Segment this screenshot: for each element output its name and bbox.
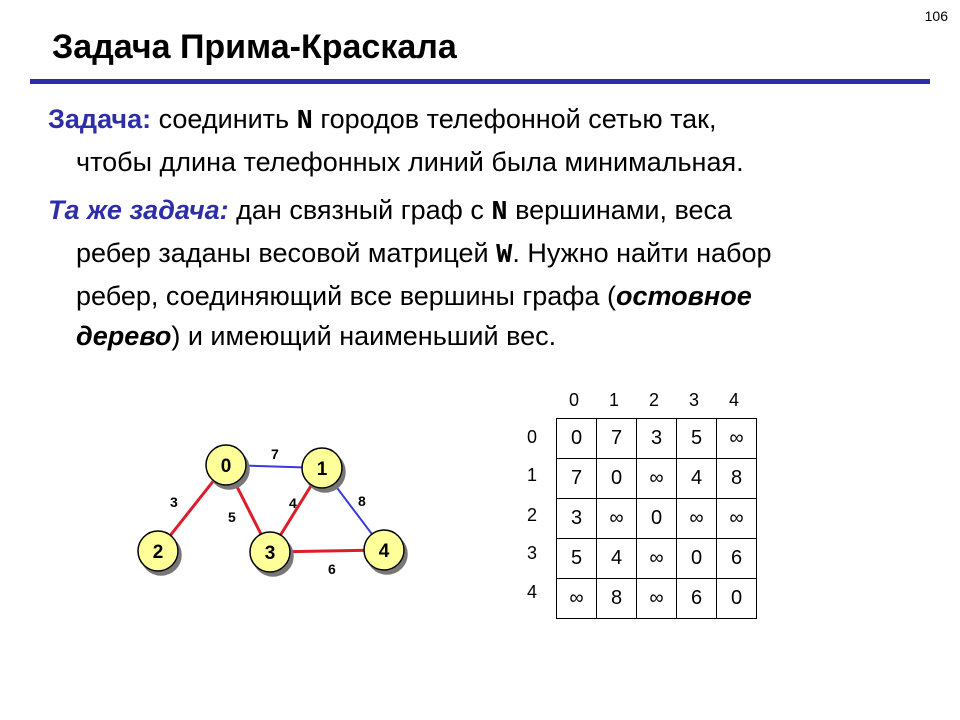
matrix-row-header: 0: [526, 427, 537, 447]
matrix-col-header: 0: [568, 390, 579, 410]
matrix-row: [557, 419, 757, 459]
matrix-cell: ∞: [597, 499, 637, 539]
matrix-cell: 4: [597, 539, 637, 579]
same-task-var-w: W: [496, 241, 513, 271]
matrix-row-header: 4: [526, 582, 537, 602]
page-number: 106: [924, 8, 948, 24]
matrix-cell: 6: [677, 579, 717, 619]
task-label: Задача:: [48, 104, 152, 134]
same-task-label: Та же задача:: [48, 195, 229, 225]
same-task-var-n: N: [491, 198, 508, 228]
edge-weight-0-2: 3: [170, 494, 178, 510]
matrix-cell: 0: [637, 499, 677, 539]
same-task-line-3a: ребер, соединяющий все вершины графа (: [76, 281, 616, 311]
matrix-row: [557, 459, 757, 499]
task-var-n: N: [296, 107, 313, 137]
edge-weight-1-3: 4: [289, 495, 297, 511]
matrix-cell: ∞: [557, 579, 597, 619]
matrix-cell: 3: [637, 419, 677, 459]
matrix-cell: 7: [557, 459, 597, 499]
term-tree: дерево: [76, 321, 172, 351]
matrix-cell: 0: [677, 539, 717, 579]
matrix-cell: 0: [717, 579, 757, 619]
matrix-row: [557, 579, 757, 619]
matrix-cell: 7: [597, 419, 637, 459]
graph-node-3-label: 3: [264, 543, 276, 564]
matrix-cell: 6: [717, 539, 757, 579]
matrix-cell: ∞: [637, 579, 677, 619]
matrix-row-header: 1: [526, 465, 537, 485]
graph-node-2-label: 2: [152, 542, 164, 563]
edge-weight-0-3: 5: [228, 509, 236, 525]
same-task-line-2a: ребер заданы весовой матрицей: [76, 238, 497, 268]
task-text-2: городов телефонной сетью так,: [312, 104, 717, 134]
matrix-cell: ∞: [637, 539, 677, 579]
same-task-line-4b: ) и имеющий наименьший вес.: [171, 321, 557, 351]
matrix-cell: 8: [597, 579, 637, 619]
matrix-cell: 3: [557, 499, 597, 539]
matrix-cell: ∞: [717, 499, 757, 539]
matrix-cell: ∞: [637, 459, 677, 499]
matrix-col-header: 4: [728, 390, 739, 410]
weight-matrix: [556, 418, 757, 619]
matrix-cell: 5: [677, 419, 717, 459]
same-task-text-1: дан связный граф с: [228, 195, 492, 225]
task-text-1: соединить: [151, 104, 297, 134]
task-line-2: чтобы длина телефонных линий была минимальная.: [76, 147, 744, 177]
matrix-cell: ∞: [677, 499, 717, 539]
matrix-col-header: 1: [608, 390, 619, 410]
same-task-text-2: вершинами, веса: [507, 195, 733, 225]
matrix-col-header: 2: [648, 390, 659, 410]
matrix-row: [557, 499, 757, 539]
matrix-cell: 5: [557, 539, 597, 579]
matrix-col-header: 3: [688, 390, 699, 410]
matrix-row-header: 2: [526, 505, 537, 525]
term-spanning: остовное: [615, 281, 752, 311]
matrix-cell: ∞: [717, 419, 757, 459]
matrix-cell: 0: [597, 459, 637, 499]
same-task-line-2b: . Нужно найти набор: [512, 238, 772, 268]
matrix-cell: 0: [557, 419, 597, 459]
matrix-row: [557, 539, 757, 579]
matrix-cell: 8: [717, 459, 757, 499]
graph-node-1-label: 1: [316, 459, 328, 480]
matrix-row-header: 3: [526, 543, 537, 563]
edge-weight-1-4: 8: [358, 493, 366, 509]
edge-weight-3-4: 6: [328, 561, 336, 577]
graph-node-0-label: 0: [220, 456, 232, 477]
graph-node-4-label: 4: [378, 541, 390, 562]
edge-weight-0-1: 7: [271, 446, 279, 462]
slide-title: Задача Прима-Краскала: [52, 28, 457, 66]
matrix-cell: 4: [677, 459, 717, 499]
